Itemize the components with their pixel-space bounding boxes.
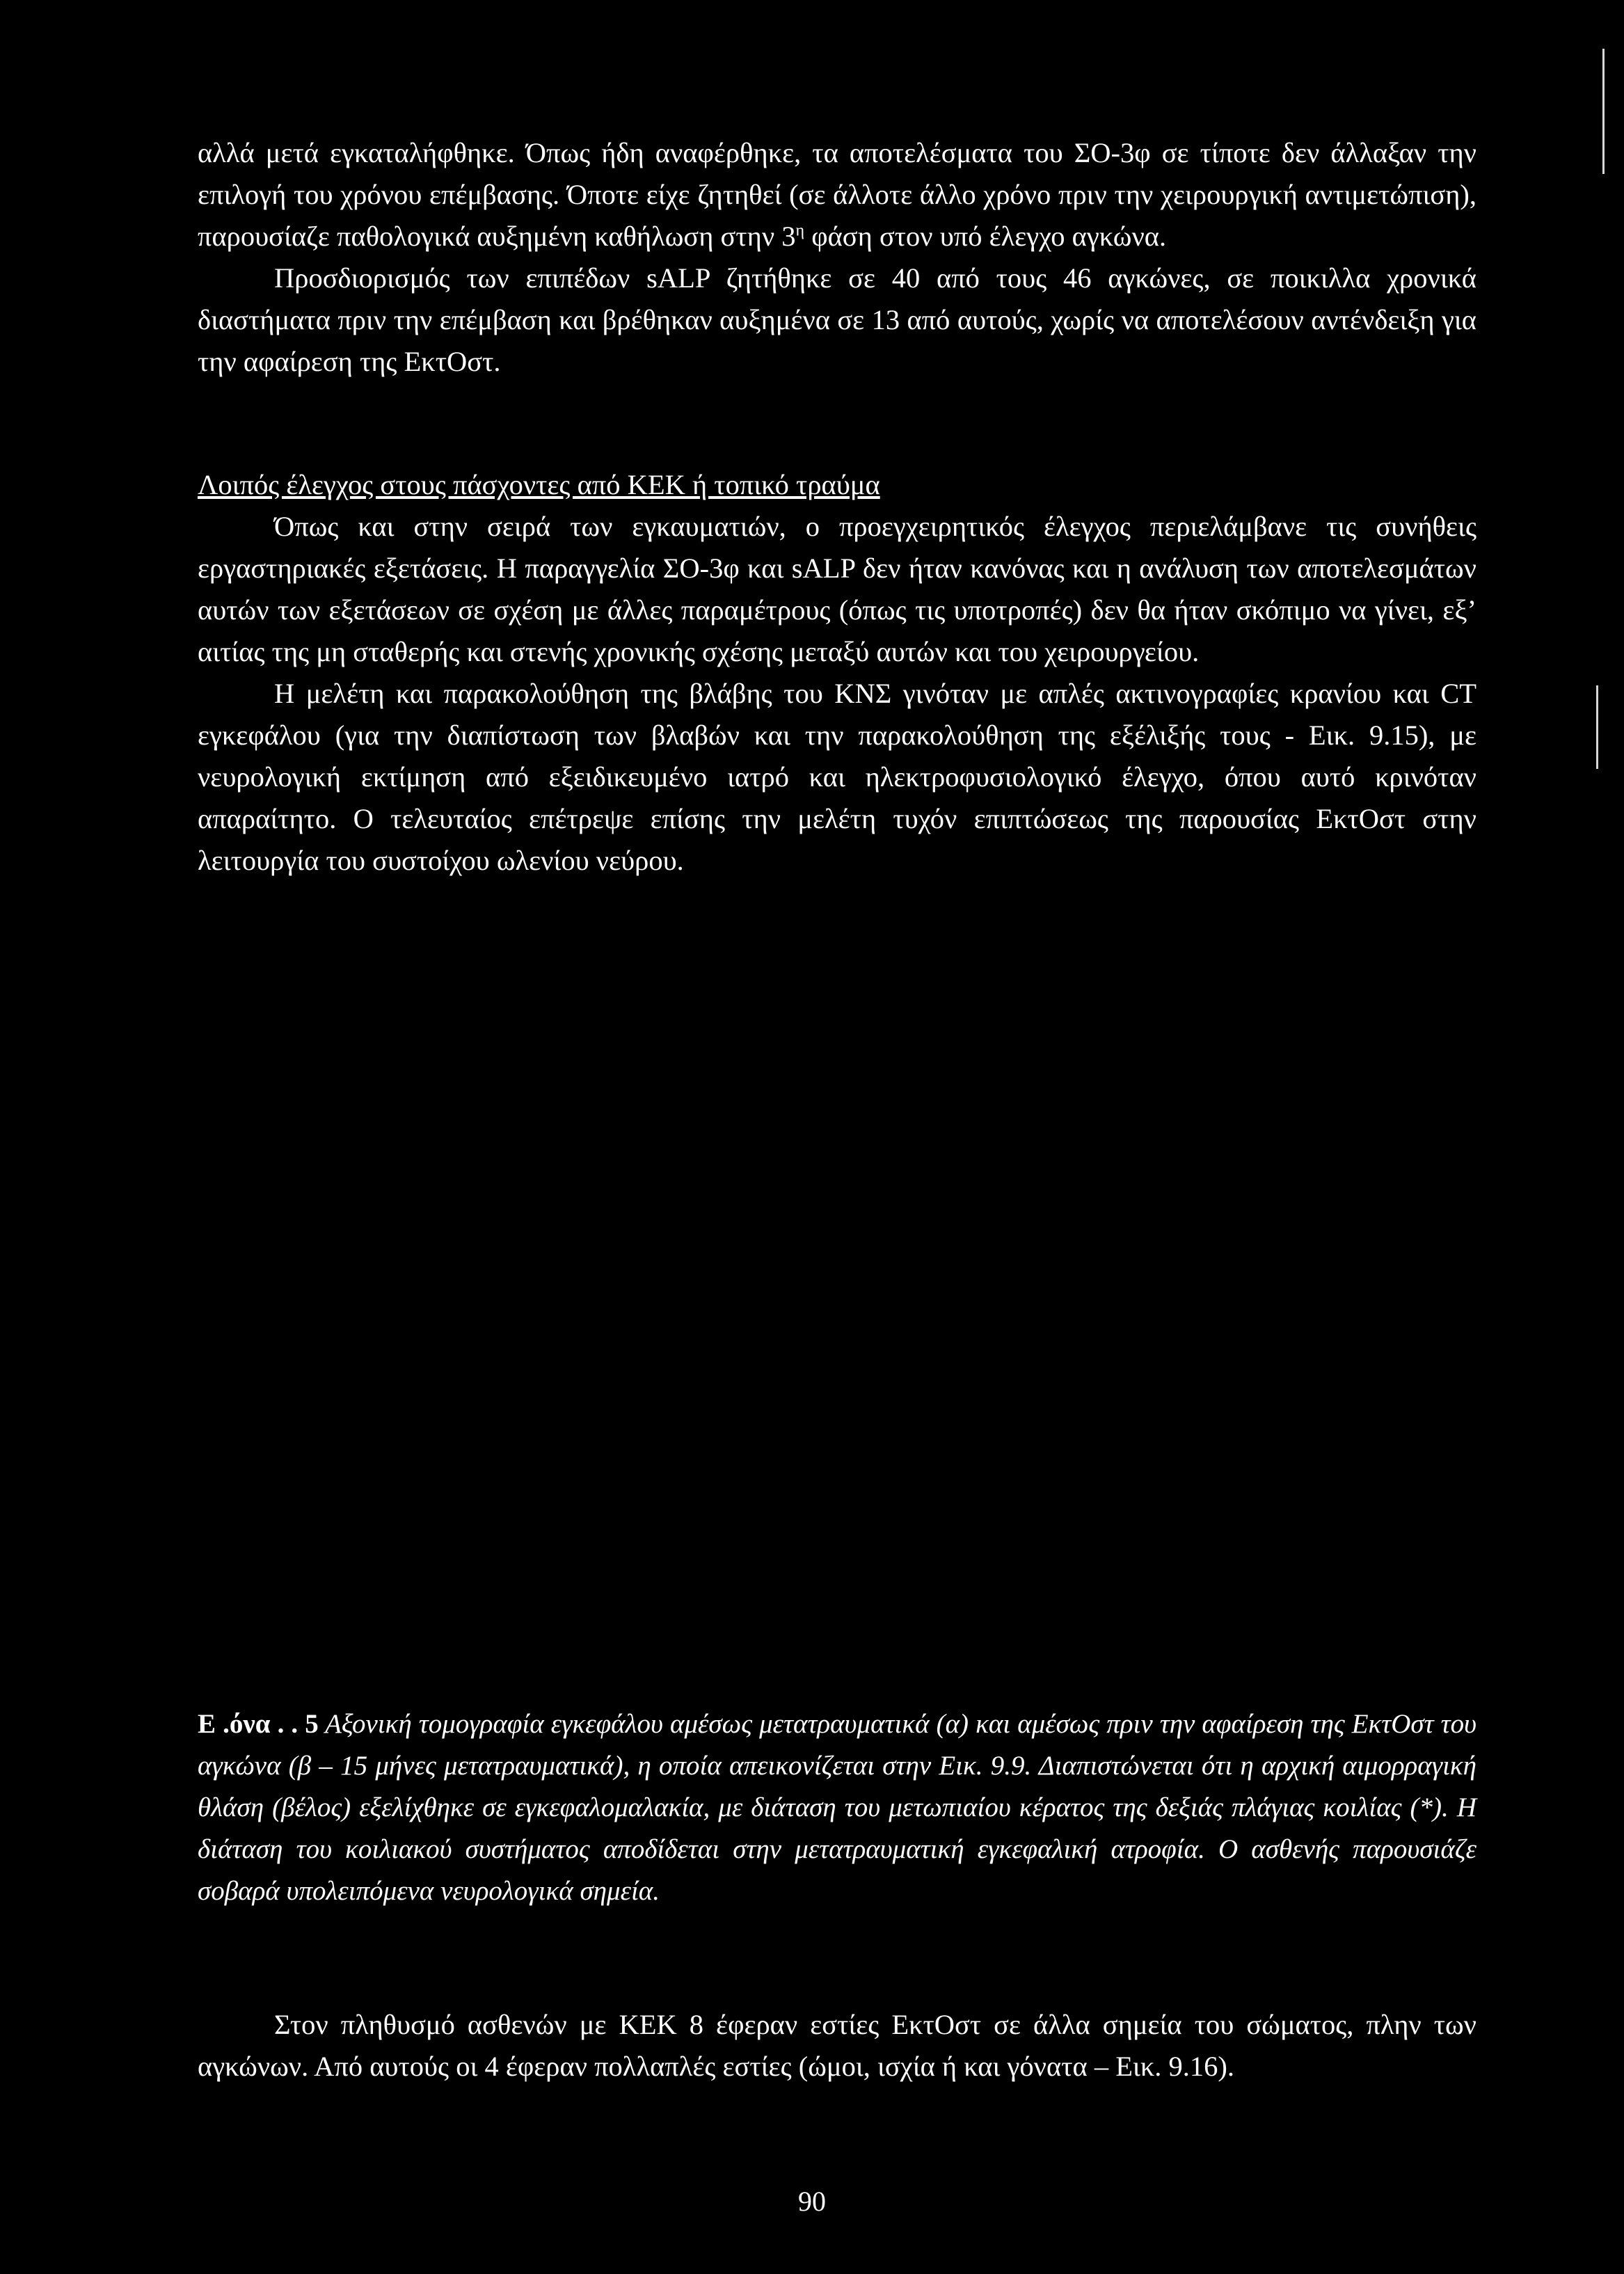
body-text-bottom: [198, 2004, 1476, 2088]
figure-image: [198, 976, 1476, 1664]
paragraph: Στον πληθυσμό ασθενών με ΚΕΚ 8 έφεραν εστίες ΕκτΟστ σε άλλα σημεία του σώματος, πλην των αγκώνων. Από αυτούς οι 4 έφεραν πολλαπλές εστίες (ώμοι, ισχία ή και γόνατα – Εικ. 9.16).: [198, 2009, 1476, 2082]
scan-edge-line: [1596, 685, 1598, 769]
page-number: 90: [798, 2186, 826, 2217]
paragraph-text: αλλά μετά εγκαταλήφθηκε. Όπως ήδη αναφέρθηκε, τα αποτελέσματα του ΣΟ-3φ σε τίποτε δεν άλλαξαν την επιλογή του χρόνου επέμβασης. Όποτε είχε ζητηθεί (σε άλλοτε άλλο χρόνο πριν την χειρουργική αντιμετώπιση), παρουσίαζε παθολογικά αυξημένη καθήλωση στην 3: [198, 137, 1476, 252]
paragraph: Όπως και στην σειρά των εγκαυματιών, ο προεγχειρητικός έλεγχος περιελάμβανε τις συνήθεις εργαστηριακές εξετάσεις. Η παραγγελία ΣΟ-3φ και sALP δεν ήταν κανόνας και η ανάλυση των αποτελεσμάτων αυτών των εξετάσεων σε σχέση με άλλες παραμέτρους (όπως τις υποτροπές) δεν θα ήταν σκόπιμο να γίνει, εξ’ αιτίας της μη σταθερής και στενής χρονικής σχέσης μεταξύ αυτών και του χειρουργείου.: [198, 511, 1476, 667]
body-text-middle: [198, 464, 1476, 882]
caption-label: Ε .όνα . . 5: [198, 1709, 319, 1739]
paragraph-text: φάση στον υπό έλεγχο αγκώνα.: [804, 221, 1167, 252]
paragraph: [198, 132, 1476, 257]
body-text-top: [198, 132, 1476, 383]
superscript: η: [795, 221, 805, 240]
section-heading: Λοιπός έλεγχος στους πάσχοντες από ΚΕΚ ή τοπικό τραύμα: [198, 469, 880, 500]
figure-caption: [198, 1703, 1476, 1912]
paragraph: Προσδιορισμός των επιπέδων sALP ζητήθηκε σε 40 από τους 46 αγκώνες, σε ποικιλλα χρονικά διαστήματα πριν την επέμβαση και βρέθηκαν αυξημένα σε 13 από αυτούς, χωρίς να αποτελέσουν αντένδειξη για την αφαίρεση της ΕκτΟστ.: [198, 262, 1476, 377]
paragraph: Η μελέτη και παρακολούθηση της βλάβης του ΚΝΣ γινόταν με απλές ακτινογραφίες κρανίου και CT εγκεφάλου (για την διαπίστωση των βλαβών και την παρακολούθηση της εξέλιξής τους - Εικ. 9.15), με νευρολογική εκτίμηση από εξειδικευμένο ιατρό και ηλεκτροφυσιολογικό έλεγχο, όπου αυτό κρινόταν απαραίτητο. Ο τελευταίος επέτρεψε επίσης την μελέτη τυχόν επιπτώσεως της παρουσίας ΕκτΟστ στην λειτουργία του συστοίχου ωλενίου νεύρου.: [198, 678, 1476, 876]
scan-edge-line: [1602, 49, 1605, 174]
caption-text: Αξονική τομογραφία εγκεφάλου αμέσως μετατραυματικά (α) και αμέσως πριν την αφαίρεση της ΕκτΟστ του αγκώνα (β – 15 μήνες μετατραυματικά), η οποία απεικονίζεται στην Εικ. 9.9. Διαπιστώνεται ότι η αρχική αιμορραγική θλάση (βέλος) εξελίχθηκε σε εγκεφαλομαλακία, με διάταση του μετωπιαίου κέρατος της δεξιάς πλάγιας κοιλίας (*). Η διάταση του κοιλιακού συστήματος αποδίδεται στην μετατραυματική εγκεφαλική ατροφία. Ο ασθενής παρουσιάζε σοβαρά υπολειπόμενα νευρολογικά σημεία.: [198, 1709, 1476, 1906]
